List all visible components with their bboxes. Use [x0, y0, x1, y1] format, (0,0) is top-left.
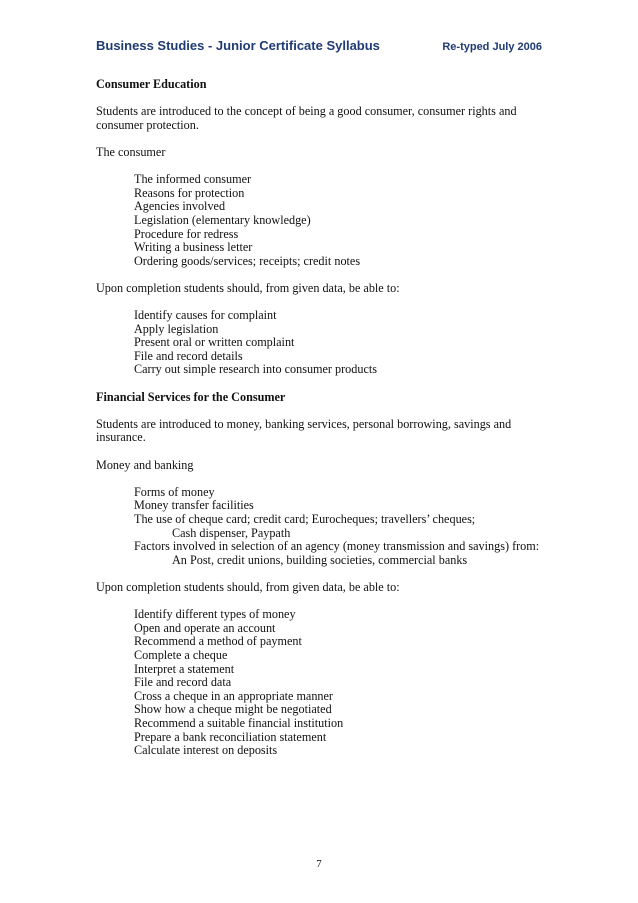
- list-item: The informed consumer: [134, 172, 252, 187]
- outcome-list: [134, 309, 542, 377]
- page-number: 7: [316, 858, 322, 870]
- intro-line: Students are introduced to money, banking services, personal borrowing, savings and: [96, 416, 512, 431]
- list-item: Reasons for protection: [134, 185, 245, 200]
- list-item: Prepare a bank reconciliation statement: [134, 729, 327, 744]
- list-item: Ordering goods/services; receipts; credit notes: [134, 253, 361, 268]
- list-item: Show how a cheque might be negotiated: [134, 702, 332, 717]
- list-item: Agencies involved: [134, 199, 226, 214]
- intro-line: consumer protection.: [96, 117, 199, 132]
- list-item: The use of cheque card; credit card; Eurocheques; travellers’ cheques;: [134, 512, 476, 526]
- intro-line: Students are introduced to the concept of being a good consumer, consumer rights and: [96, 104, 517, 119]
- list-item: Recommend a method of payment: [134, 634, 302, 649]
- list-item: Carry out simple research into consumer products: [134, 362, 378, 377]
- list-item: Interpret a statement: [134, 661, 235, 676]
- subheading-the-consumer: The consumer: [96, 144, 166, 159]
- list-item: Calculate interest on deposits: [134, 743, 278, 758]
- intro-line: insurance.: [96, 430, 146, 445]
- list-subitem: An Post, credit unions, building societies, commercial banks: [172, 552, 468, 567]
- topic-list: [134, 173, 542, 268]
- list-item: Recommend a suitable financial institution: [134, 715, 344, 730]
- section-intro: [96, 418, 542, 445]
- list-item: Identify causes for complaint: [134, 308, 277, 323]
- list-item: Factors involved in selection of an agency (money transmission and savings) from:: [134, 539, 540, 554]
- section-heading-consumer-education: Consumer Education: [96, 77, 207, 91]
- section-heading-financial-services: Financial Services for the Consumer: [96, 389, 286, 404]
- subheading-money-and-banking: Money and banking: [96, 457, 194, 472]
- page-header: [96, 38, 542, 53]
- list-subitem: Cash dispenser, Paypath: [172, 525, 291, 540]
- list-item: Complete a cheque: [134, 647, 228, 662]
- outcomes-intro: Upon completion students should, from given data, be able to:: [96, 579, 400, 594]
- list-item: Procedure for redress: [134, 226, 239, 241]
- list-item: Present oral or written complaint: [134, 335, 295, 350]
- list-item: Legislation (elementary knowledge): [134, 212, 311, 227]
- document-title: Business Studies - Junior Certificate Syllabus: [96, 38, 380, 53]
- list-item: Writing a business letter: [134, 240, 253, 255]
- list-item: Money transfer facilities: [134, 498, 254, 513]
- topic-list: [134, 486, 542, 568]
- list-item: Apply legislation: [134, 321, 219, 336]
- list-item: Open and operate an account: [134, 620, 276, 635]
- list-item: File and record data: [134, 675, 232, 690]
- list-item: Forms of money: [134, 484, 215, 499]
- outcome-list: [134, 608, 542, 758]
- outcomes-intro: Upon completion students should, from given data, be able to:: [96, 280, 400, 295]
- list-item: File and record details: [134, 348, 243, 363]
- retyped-date: Re-typed July 2006: [442, 41, 542, 53]
- section-intro: [96, 105, 542, 132]
- list-item: Cross a cheque in an appropriate manner: [134, 688, 333, 703]
- page-content: [96, 78, 542, 771]
- list-item: Identify different types of money: [134, 607, 296, 622]
